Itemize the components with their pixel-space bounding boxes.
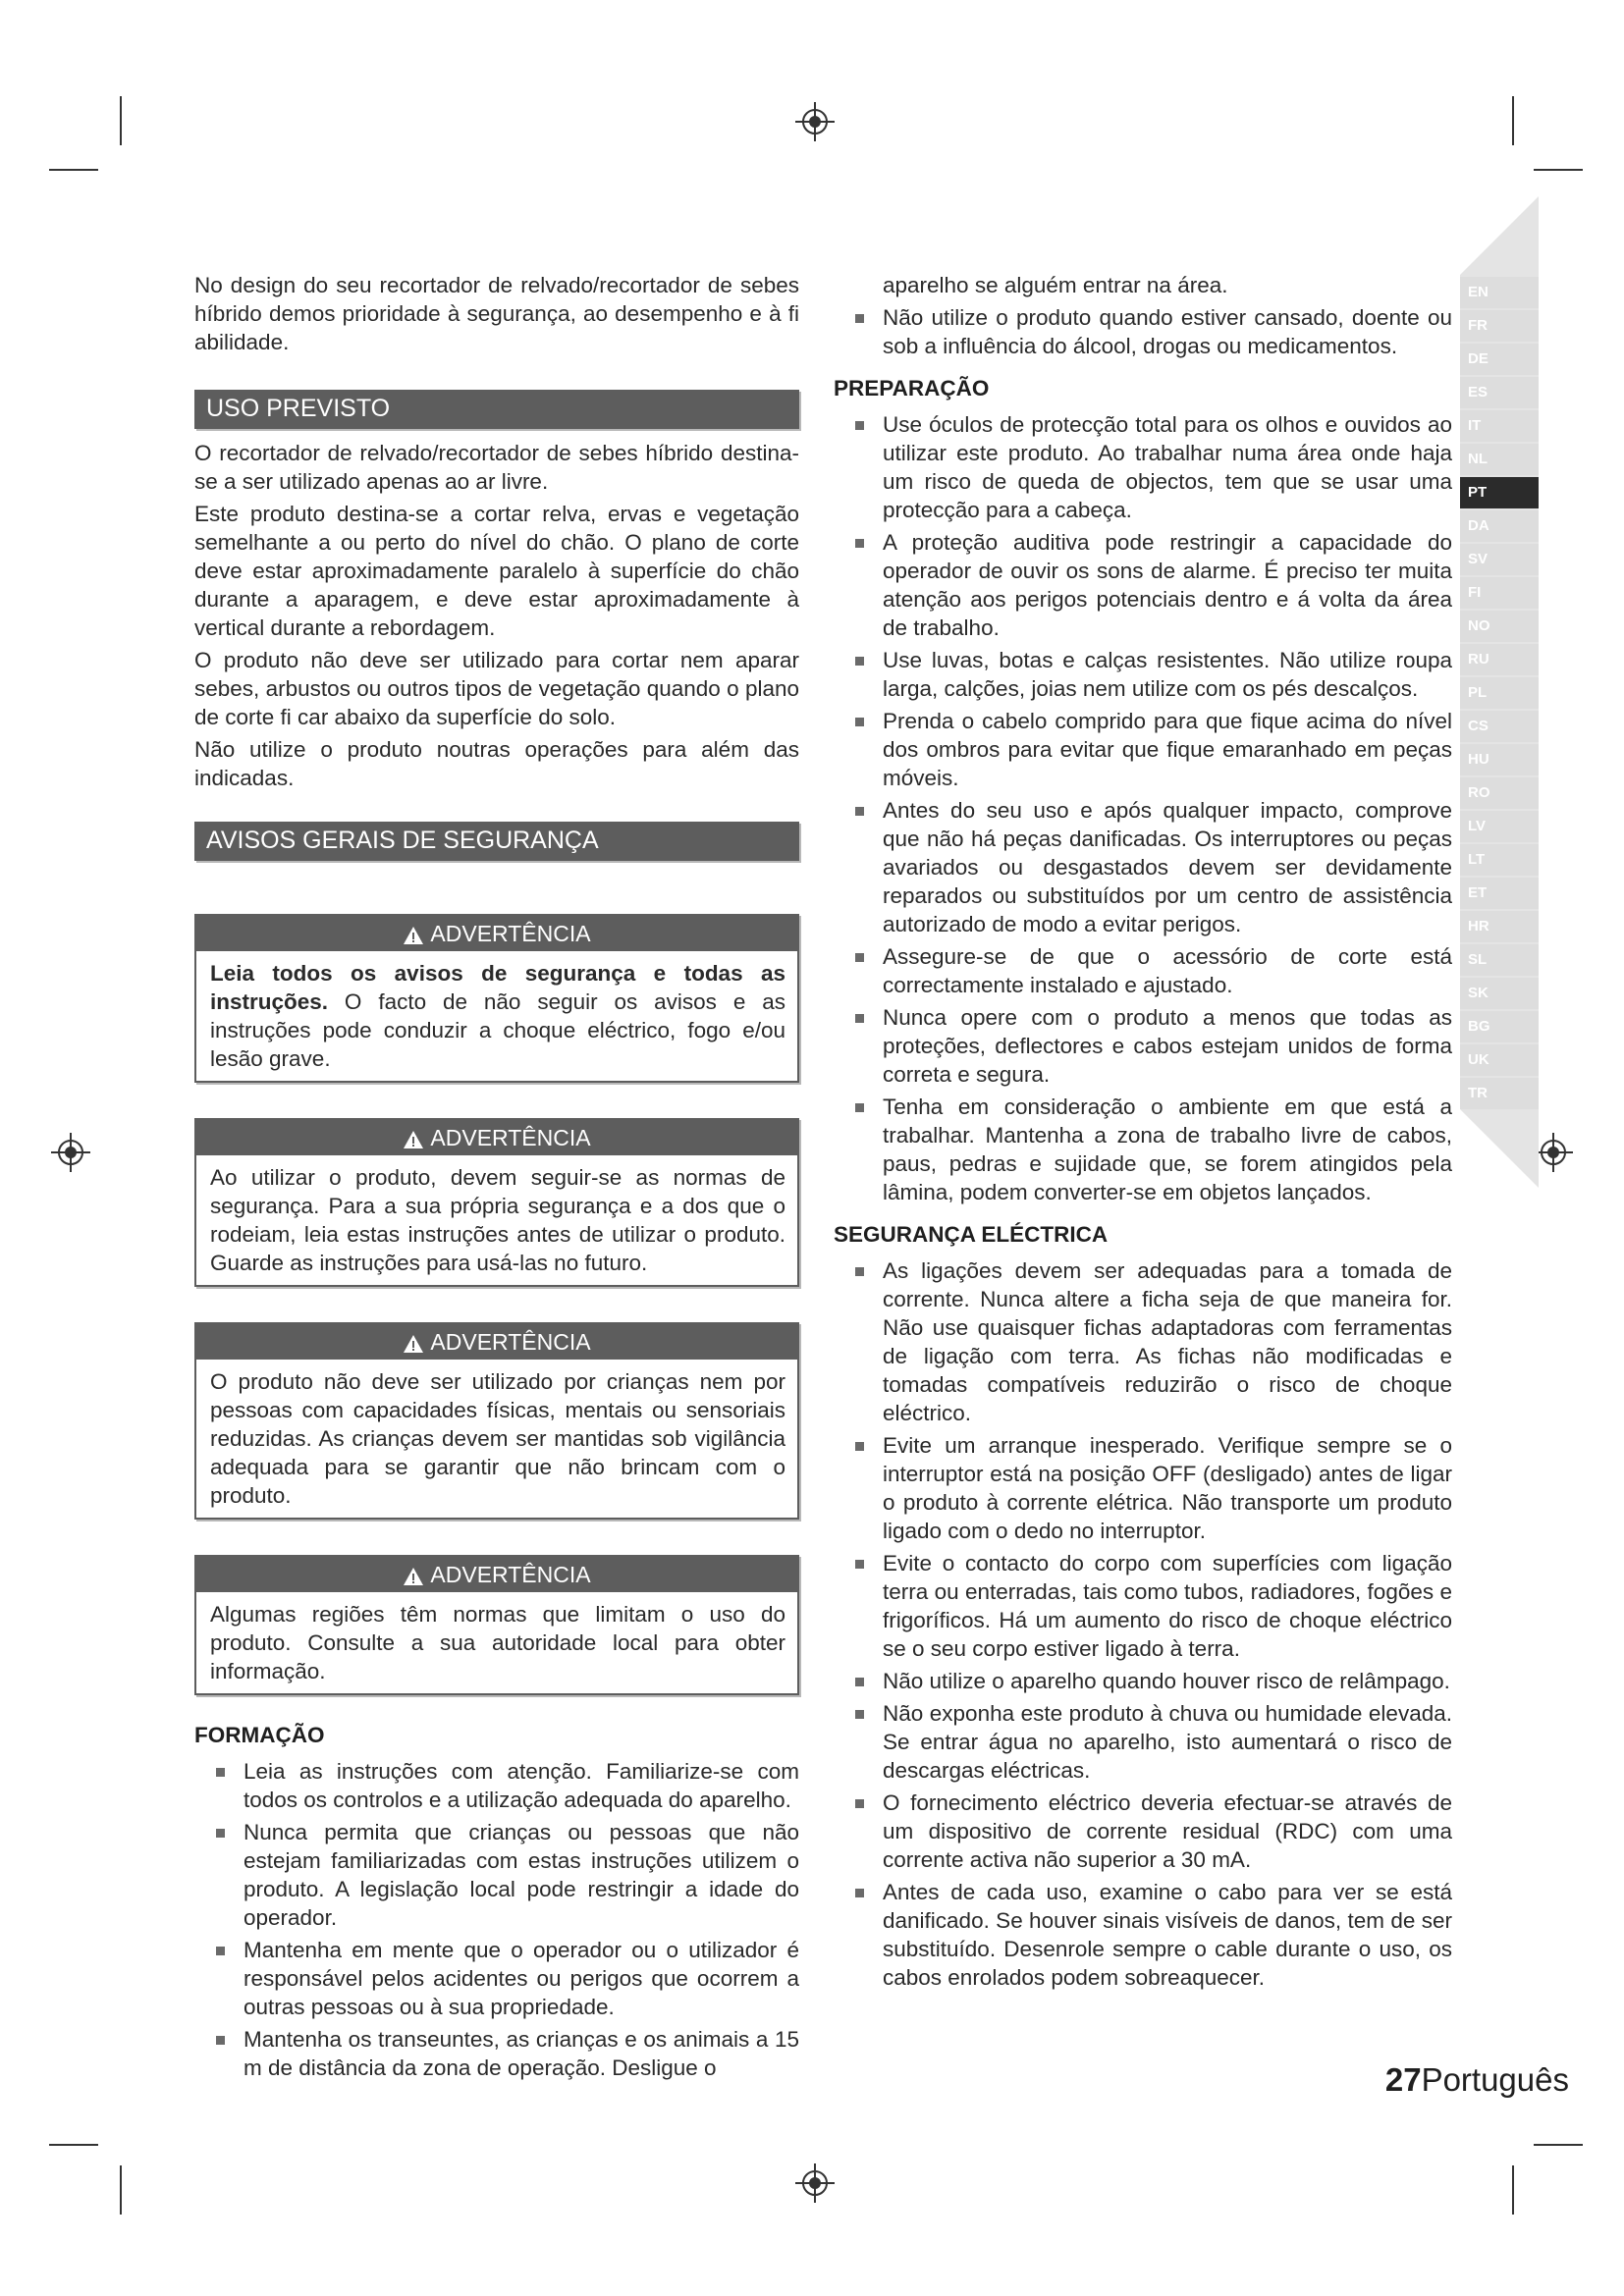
language-tab-ro[interactable]: RO [1460, 777, 1539, 809]
list-item [834, 1003, 1452, 1089]
warning-body [196, 951, 797, 1081]
list-item-text: Leia as instruções com atenção. Familiarize-se com todos os controlos e a utilização adequada do aparelho. [244, 1759, 799, 1812]
intro-paragraph: No design do seu recortador de relvado/recortador de sebes híbrido demos prioridade à segurança, ao desempenho e à fi abilidade. [194, 273, 799, 354]
formacao-list-continued [834, 303, 1452, 360]
language-tabs [1460, 277, 1539, 1111]
language-tab-et[interactable]: ET [1460, 878, 1539, 909]
list-item [834, 796, 1452, 938]
language-tab-sl[interactable]: SL [1460, 944, 1539, 976]
list-item [834, 1093, 1452, 1206]
list-item-text: A proteção auditiva pode restringir a capacidade do operador de ouvir os sons de alarme. É preciso ter muita atenção aos perigos potenciais dentro e á volta da área de trabalho. [883, 530, 1452, 640]
bullet-square-icon [216, 2036, 225, 2045]
list-item-text: Não utilize o produto quando estiver cansado, doente ou sob a influência do álcool, drogas ou medicamentos. [883, 305, 1452, 358]
list-item [194, 2025, 799, 2082]
crop-mark [49, 169, 98, 171]
warning-plain-text: O facto de não seguir os avisos e as instruções pode conduzir a choque eléctrico, fogo e/ou lesão grave. [210, 989, 785, 1071]
crop-mark [1512, 2165, 1514, 2215]
crop-mark [120, 2165, 122, 2215]
bullet-square-icon [855, 1560, 864, 1569]
language-tab-no[interactable]: NO [1460, 611, 1539, 642]
preparacao-list [834, 410, 1452, 1206]
list-item-text: Antes de cada uso, examine o cabo para ver se está danificado. Se houver sinais visíveis de danos, tem de ser substituído. Desenrole sempre o cable durante o uso, os cabos enrolados podem sobreaquecer. [883, 1880, 1452, 1990]
list-item-text: Não exponha este produto à chuva ou humidade elevada. Se entrar água no aparelho, isto aumentará o risco de descargas eléctricas. [883, 1701, 1452, 1783]
language-tab-sv[interactable]: SV [1460, 544, 1539, 575]
language-tab-ru[interactable]: RU [1460, 644, 1539, 675]
left-column [194, 271, 799, 2086]
avisos-heading: AVISOS GERAIS DE SEGURANÇA [194, 822, 799, 861]
warning-box [194, 1118, 799, 1287]
language-tab-tr[interactable]: TR [1460, 1078, 1539, 1109]
language-tab-hu[interactable]: HU [1460, 744, 1539, 775]
warning-label: ADVERTÊNCIA [430, 1329, 591, 1355]
warning-text: O produto não deve ser utilizado por crianças nem por pessoas com capacidades físicas, mentais ou sensoriais reduzidas. As crianças devem ser mantidas sob vigilância adequada para se garantir que não brincam com o produto. [210, 1369, 785, 1508]
bullet-square-icon [855, 718, 864, 726]
warning-triangle-icon [403, 1334, 424, 1354]
seguranca-electrica-list [834, 1256, 1452, 1992]
list-item [834, 1256, 1452, 1427]
crop-mark [1534, 169, 1583, 171]
list-item [834, 646, 1452, 703]
bullet-square-icon [855, 1678, 864, 1686]
page-number: 27 [1384, 2061, 1422, 2098]
warning-header [196, 1557, 797, 1592]
bullet-square-icon [855, 1889, 864, 1897]
list-item-text: Tenha em consideração o ambiente em que está a trabalhar. Mantenha a zona de trabalho livre de cabos, paus, pedras e sujidade que, se forem atingidos pela lâmina, podem converter-se em objetos lançados. [883, 1095, 1452, 1204]
list-item [834, 707, 1452, 792]
list-item-text: Antes do seu uso e após qualquer impacto, comprove que não há peças danificadas. Os interruptores ou peças avariados ou desgastados devem ser devidamente reparados ou substituídos por um centro de assistência autorizado de modo a evitar perigos. [883, 798, 1452, 936]
warning-text: Ao utilizar o produto, devem seguir-se as normas de segurança. Para a sua própria segurança e a dos que o rodeiam, leia estas instruções antes de utilizar o produto. Guarde as instruções para usá-las no futuro. [210, 1165, 785, 1275]
list-item-text: Evite o contacto do corpo com superfícies com ligação terra ou enterradas, tais como tubos, radiadores, fogões e frigoríficos. Há um aumento do risco de choque eléctrico se o seu corpo estiver ligado à terra. [883, 1551, 1452, 1661]
registration-mark-icon [51, 1133, 90, 1172]
registration-mark-icon [795, 102, 835, 141]
crop-mark [49, 2144, 98, 2146]
list-item-text: O fornecimento eléctrico deveria efectuar-se através de um dispositivo de corrente residual (RDC) com uma corrente activa não superior a 30 mA. [883, 1790, 1452, 1872]
list-item-text: Assegure-se de que o acessório de corte está correctamente instalado e ajustado. [883, 944, 1452, 997]
preparacao-heading: PREPARAÇÃO [834, 376, 990, 400]
bullet-square-icon [855, 421, 864, 430]
bullet-square-icon [216, 1947, 225, 1955]
language-tab-hr[interactable]: HR [1460, 911, 1539, 942]
list-item [834, 1789, 1452, 1874]
list-item-text: Use luvas, botas e calças resistentes. Não utilize roupa larga, calções, joias nem utilize com os pés descalços. [883, 648, 1452, 701]
language-tab-en[interactable]: EN [1460, 277, 1539, 308]
crop-mark [120, 96, 122, 145]
list-item [194, 1757, 799, 1814]
bullet-square-icon [855, 1442, 864, 1451]
language-tab-bg[interactable]: BG [1460, 1011, 1539, 1042]
warning-header [196, 916, 797, 951]
list-item [834, 942, 1452, 999]
list-item [834, 303, 1452, 360]
bullet-square-icon [855, 1103, 864, 1112]
uso-paragraph: O recortador de relvado/recortador de sebes híbrido destina-se a ser utilizado apenas ao ar livre. [194, 441, 799, 494]
bullet-square-icon [855, 953, 864, 962]
bullet-square-icon [855, 807, 864, 816]
warning-text [210, 959, 785, 1073]
uso-paragraph: O produto não deve ser utilizado para cortar nem aparar sebes, arbustos ou outros tipos de vegetação quando o plano de corte fi car abaixo da superfície do solo. [194, 648, 799, 729]
language-tab-cs[interactable]: CS [1460, 711, 1539, 742]
formacao-heading: FORMAÇÃO [194, 1723, 325, 1747]
language-tab-uk[interactable]: UK [1460, 1044, 1539, 1076]
uso-paragraph: Não utilize o produto noutras operações para além das indicadas. [194, 737, 799, 790]
page-footer [1385, 2061, 1569, 2099]
list-item [834, 1431, 1452, 1545]
right-column [834, 271, 1452, 1996]
bullet-square-icon [855, 1710, 864, 1719]
language-tab-lt[interactable]: LT [1460, 844, 1539, 876]
warning-box [194, 914, 799, 1083]
list-item-text: Evite um arranque inesperado. Verifique sempre se o interruptor está na posição OFF (desligado) antes de ligar o produto à corrente elétrica. Não transporte um produto ligado com o dedo no interruptor. [883, 1433, 1452, 1543]
language-tab-pt[interactable]: PT [1460, 477, 1539, 508]
registration-mark-icon [795, 2163, 835, 2203]
warning-header [196, 1324, 797, 1360]
language-tab-nl[interactable]: NL [1460, 444, 1539, 475]
bullet-square-icon [216, 1829, 225, 1838]
language-tab-es[interactable]: ES [1460, 377, 1539, 408]
crop-mark [1534, 2144, 1583, 2146]
bullet-square-icon [855, 314, 864, 323]
language-tab-sk[interactable]: SK [1460, 978, 1539, 1009]
language-tab-da[interactable]: DA [1460, 510, 1539, 542]
list-item [834, 528, 1452, 642]
list-item-text: Use óculos de protecção total para os olhos e ouvidos ao utilizar este produto. Ao trabalhar numa área onde haja um risco de queda de objectos, tem que se usar uma protecção para a cabeça. [883, 412, 1452, 522]
warning-triangle-icon [403, 926, 424, 945]
list-item [834, 410, 1452, 524]
bullet-square-icon [216, 1768, 225, 1777]
formacao-list [194, 1757, 799, 2082]
warning-triangle-icon [403, 1130, 424, 1149]
bullet-square-icon [855, 539, 864, 548]
warning-body [196, 1360, 797, 1518]
list-item-text: Mantenha os transeuntes, as crianças e os animais a 15 m de distância da zona de operação. Desligue o [244, 2027, 799, 2080]
list-item [834, 1667, 1452, 1695]
list-item-text: Nunca permita que crianças ou pessoas que não estejam familiarizadas com estas instruções utilizem o produto. A legislação local pode restringir a idade do operador. [244, 1820, 799, 1930]
footer-language: Português [1421, 2061, 1569, 2098]
bullet-square-icon [855, 1014, 864, 1023]
bullet-square-icon [855, 657, 864, 666]
list-item-text: Não utilize o aparelho quando houver risco de relâmpago. [883, 1669, 1450, 1693]
language-tab-de[interactable]: DE [1460, 344, 1539, 375]
warning-bold-text: Leia todos os avisos de segurança e todas as instruções. [210, 961, 785, 1014]
list-item-text: As ligações devem ser adequadas para a tomada de corrente. Nunca altere a ficha seja de que maneira for. Não use quaisquer fichas adaptadoras com ferramentas de ligação com terra. As fichas não modificadas e tomadas compatíveis reduzirão o risco de choque eléctrico. [883, 1258, 1452, 1425]
language-tab-lv[interactable]: LV [1460, 811, 1539, 842]
warning-label: ADVERTÊNCIA [430, 1125, 591, 1150]
warning-header [196, 1120, 797, 1155]
bullet-square-icon [855, 1267, 864, 1276]
language-tab-fi[interactable]: FI [1460, 577, 1539, 609]
list-item [194, 1818, 799, 1932]
list-item [834, 1878, 1452, 1992]
list-item-text: Nunca opere com o produto a menos que todas as proteções, deflectores e cabos estejam unidos de forma correta e segura. [883, 1005, 1452, 1087]
seguranca-electrica-heading: SEGURANÇA ELÉCTRICA [834, 1222, 1109, 1247]
language-tab-pl[interactable]: PL [1460, 677, 1539, 709]
bullet-square-icon [855, 1799, 864, 1808]
warning-body [196, 1592, 797, 1693]
continuation-text: aparelho se alguém entrar na área. [883, 273, 1228, 297]
uso-previsto-heading: USO PREVISTO [194, 390, 799, 429]
uso-paragraph: Este produto destina-se a cortar relva, ervas e vegetação semelhante a ou perto do nível do chão. O plano de corte deve estar aproximadamente paralelo à superfície do chão durante a aparagem, e deve estar aproximadamente à vertical durante a rebordagem. [194, 502, 799, 640]
language-tab-it[interactable]: IT [1460, 410, 1539, 442]
warning-box [194, 1555, 799, 1695]
list-item-text: Mantenha em mente que o operador ou o utilizador é responsável pelos acidentes ou perigos que ocorrem a outras pessoas ou à sua propriedade. [244, 1938, 799, 2019]
warning-box [194, 1322, 799, 1520]
language-tab-fr[interactable]: FR [1460, 310, 1539, 342]
warning-body [196, 1155, 797, 1285]
crop-mark [1512, 96, 1514, 145]
list-item [834, 1549, 1452, 1663]
warning-label: ADVERTÊNCIA [430, 1562, 591, 1587]
registration-mark-icon [1534, 1133, 1573, 1172]
warning-label: ADVERTÊNCIA [430, 921, 591, 946]
list-item [194, 1936, 799, 2021]
list-item-text: Prenda o cabelo comprido para que fique acima do nível dos ombros para evitar que fique emaranhado em peças móveis. [883, 709, 1452, 790]
warning-text: Algumas regiões têm normas que limitam o uso do produto. Consulte a sua autoridade local para obter informação. [210, 1602, 785, 1683]
list-item [834, 1699, 1452, 1785]
warning-triangle-icon [403, 1567, 424, 1586]
